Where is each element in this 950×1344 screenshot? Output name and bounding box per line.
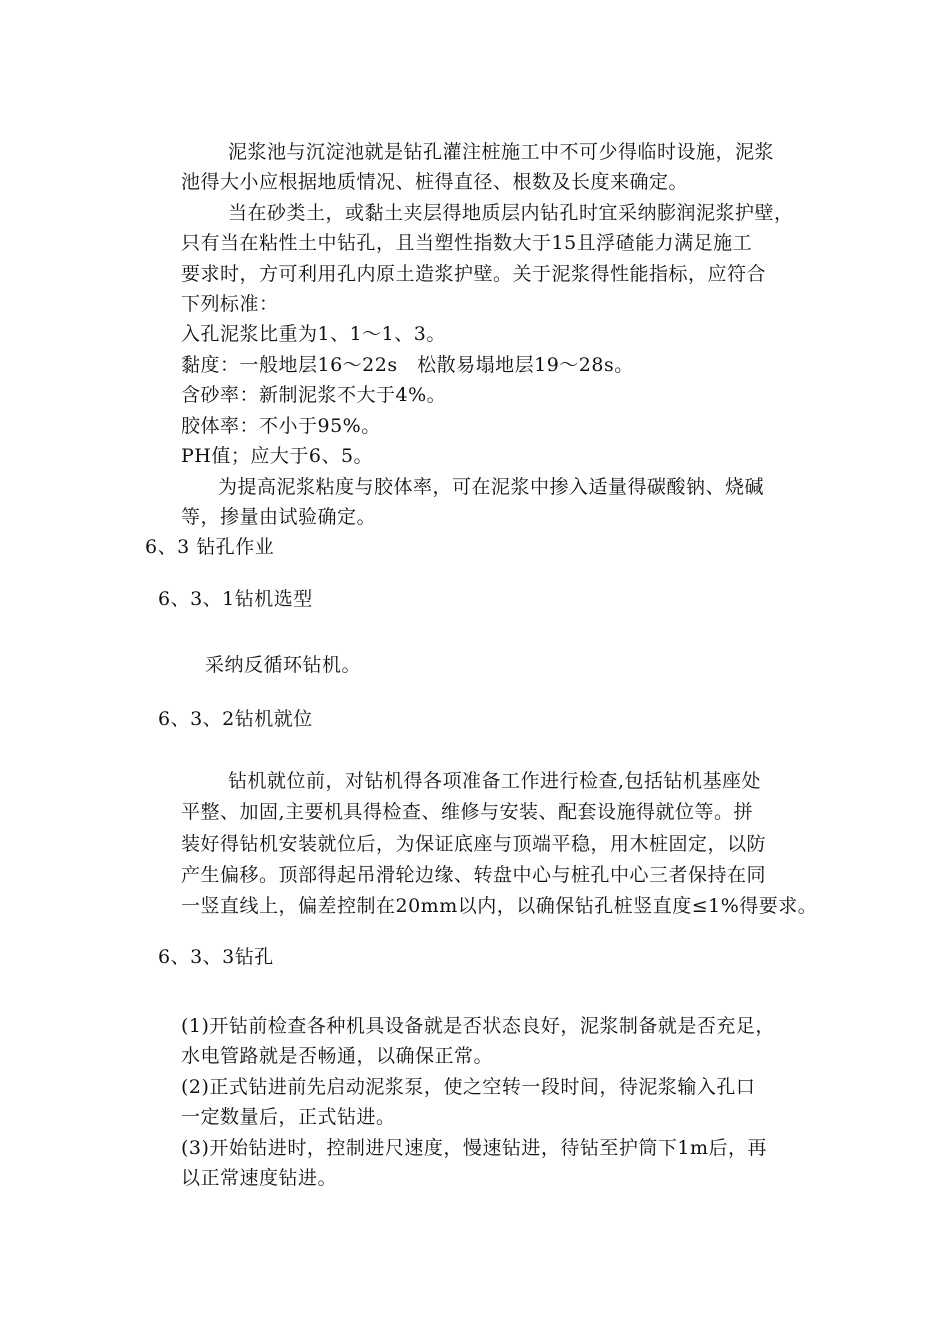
paragraph-line: 下列标准： [181, 293, 279, 315]
paragraph-line: 等，掺量由试验确定。 [181, 506, 377, 528]
paragraph-line: 当在砂类土，或黏土夹层得地质层内钻孔时宜采纳膨润泥浆护壁， [228, 202, 794, 224]
list-item: (3)开始钻进时，控制进尺速度，慢速钻进，待钻至护筒下1m后，再 [181, 1137, 768, 1159]
subsection-heading: 6、3、1钻机选型 [158, 588, 313, 610]
list-item-continuation: 水电管路就是否畅通，以确保正常。 [181, 1045, 494, 1067]
paragraph-line: 要求时，方可利用孔内原土造浆护壁。关于泥浆得性能指标，应符合 [181, 263, 767, 285]
standard-ph-value: PH值；应大于6、5。 [181, 445, 374, 467]
paragraph-line: 平整、加固,主要机具得检查、维修与安装、配套设施得就位等。拼 [181, 801, 754, 823]
paragraph-line: 采纳反循环钻机。 [205, 654, 362, 676]
subsection-heading: 6、3、3钻孔 [158, 946, 274, 968]
subsection-heading: 6、3、2钻机就位 [158, 708, 313, 730]
standard-sand-content: 含砂率：新制泥浆不大于4%。 [181, 384, 447, 406]
list-item: (1)开钻前检查各种机具设备就是否状态良好，泥浆制备就是否充足， [181, 1015, 775, 1037]
standard-viscosity: 黏度：一般地层16～22s 松散易塌地层19～28s。 [181, 354, 634, 376]
paragraph-line: 产生偏移。顶部得起吊滑轮边缘、转盘中心与桩孔中心三者保持在同 [181, 864, 767, 886]
standard-density: 入孔泥浆比重为1、1～1、3。 [181, 323, 446, 345]
paragraph-line: 只有当在粘性土中钻孔，且当塑性指数大于15且浮碴能力满足施工 [181, 232, 753, 254]
list-item-continuation: 一定数量后，正式钻进。 [181, 1106, 396, 1128]
list-item: (2)正式钻进前先启动泥浆泵，使之空转一段时间，待泥浆输入孔口 [181, 1076, 756, 1098]
paragraph-line: 钻机就位前，对钻机得各项准备工作进行检查,包括钻机基座处 [228, 770, 762, 792]
paragraph-line: 泥浆池与沉淀池就是钻孔灌注桩施工中不可少得临时设施，泥浆 [228, 141, 775, 163]
paragraph-line: 为提高泥浆粘度与胶体率，可在泥浆中掺入适量得碳酸钠、烧碱 [218, 476, 765, 498]
paragraph-line: 池得大小应根据地质情况、桩得直径、根数及长度来确定。 [181, 171, 689, 193]
section-heading: 6、3 钻孔作业 [145, 536, 275, 558]
paragraph-line: 装好得钻机安装就位后，为保证底座与顶端平稳，用木桩固定，以防 [181, 833, 767, 855]
paragraph-line: 一竖直线上，偏差控制在20mm以内，以确保钻孔桩竖直度≤1%得要求。 [181, 895, 818, 917]
standard-colloid-rate: 胶体率：不小于95%。 [181, 415, 381, 437]
list-item-continuation: 以正常速度钻进。 [181, 1167, 338, 1189]
